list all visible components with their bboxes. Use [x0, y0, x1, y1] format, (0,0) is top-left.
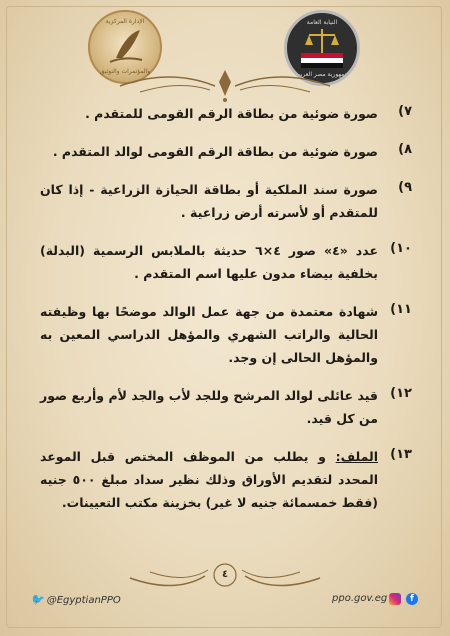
item-text: عدد «٤» صور ٤×٦ حديثة بالملابس الرسمية (البدلة) بخلفية بيضاء مدون عليها اسم المتقدم . [40, 243, 378, 281]
item-number: ١٣) [390, 447, 412, 462]
item-text: و يطلب من الموظف المختص قبل الموعد المحدد لتقديم الأوراق وذلك نظير سداد مبلغ ٥٠٠ جنيه (فقط خمسمائة جنيه لا غير) بخزينة مكتب التعيينات. [40, 449, 378, 510]
item-text: قيد عائلى لوالد المرشح وللجد لأب والجد لأم وأربع صور من كل قيد. [40, 388, 378, 426]
item-text: صورة سند الملكية أو بطاقة الحيازة الزراعية - إذا كان للمتقدم أو لأسرته أرض زراعية . [40, 182, 378, 220]
left-logo-top-text: الإدارة المركزية [105, 18, 145, 25]
item-text: صورة ضوئية من بطاقة الرقم القومى للمتقدم . [85, 106, 378, 121]
item-number: ١٠) [390, 241, 412, 256]
website-link[interactable]: ppo.gov.eg [332, 593, 388, 604]
right-logo-top-text: النيابة العامة [306, 19, 338, 26]
item-label: الملف: [335, 449, 378, 464]
item-number: ١١) [390, 302, 412, 317]
item-text-with-label [40, 445, 378, 514]
item-text: صورة ضوئية من بطاقة الرقم القومى لوالد المتقدم . [52, 144, 378, 159]
twitter-link[interactable] [30, 593, 121, 606]
list-item [40, 178, 412, 224]
twitter-icon: 🐦 [30, 593, 44, 606]
page-number: ٤ [221, 569, 229, 580]
item-number: ١٢) [390, 386, 412, 401]
item-text: شهادة معتمدة من جهة عمل الوالد موضحًا بها وظيفته الحالية والراتب الشهري والمؤهل الدراسي المعين به والمؤهل الحالى إن وجد. [40, 304, 378, 365]
item-number: ٧) [398, 104, 412, 119]
twitter-handle: @EgyptianPPO [46, 595, 121, 606]
list-item [40, 300, 412, 369]
item-number: ٩) [398, 180, 412, 195]
instagram-icon[interactable] [389, 593, 401, 605]
item-number: ٨) [398, 142, 412, 157]
list-item [40, 102, 412, 125]
list-item [40, 445, 412, 514]
left-logo-bottom-text: والمؤتمرات والتوثيق [99, 68, 151, 75]
footer [0, 588, 450, 612]
requirements-list [40, 100, 412, 514]
list-item [40, 239, 412, 285]
list-item [40, 384, 412, 430]
right-logo-bottom-text: جمهورية مصر العربية [295, 71, 349, 78]
facebook-icon[interactable]: f [406, 593, 418, 605]
list-item [40, 140, 412, 163]
